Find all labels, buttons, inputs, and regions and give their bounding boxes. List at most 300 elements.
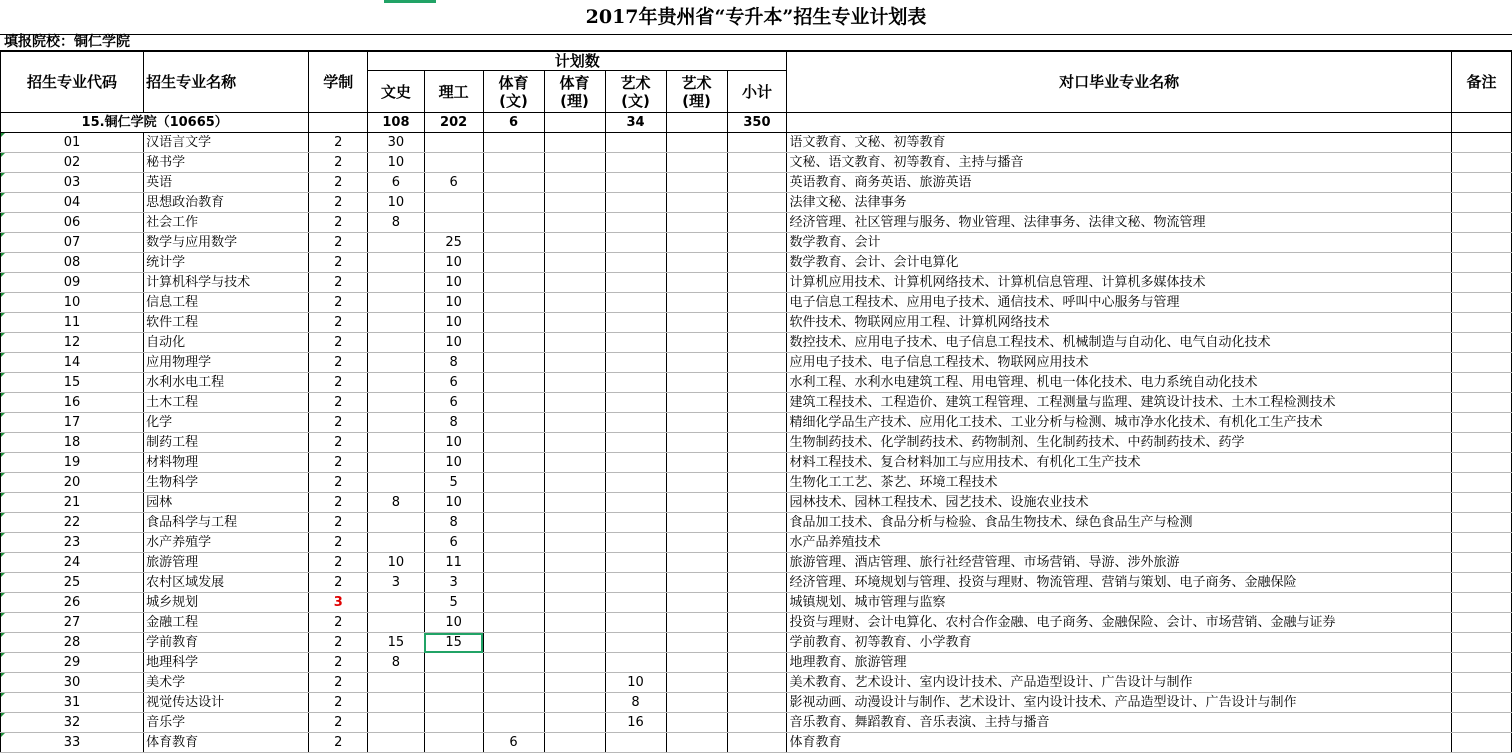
cell-subtotal[interactable] — [727, 573, 787, 593]
cell-years[interactable]: 2 — [309, 233, 368, 253]
cell-ligong[interactable] — [424, 193, 483, 213]
cell-years[interactable]: 2 — [309, 553, 368, 573]
cell-tiyu-wen[interactable] — [483, 373, 544, 393]
cell-wenshi[interactable] — [368, 453, 425, 473]
cell-yishu-li[interactable] — [666, 133, 727, 153]
cell-yishu-wen[interactable] — [605, 473, 666, 493]
cell-tiyu-wen[interactable] — [483, 233, 544, 253]
cell-remark[interactable] — [1451, 453, 1511, 473]
cell-name[interactable]: 地理科学 — [144, 653, 309, 673]
cell-years[interactable]: 3 — [309, 593, 368, 613]
cell-tiyu-wen[interactable] — [483, 173, 544, 193]
cell-wenshi[interactable]: 6 — [368, 173, 425, 193]
header-years[interactable]: 学制 — [309, 52, 368, 113]
cell-wenshi[interactable] — [368, 233, 425, 253]
cell-remark[interactable] — [1451, 153, 1511, 173]
cell-code[interactable]: 27 — [1, 613, 144, 633]
cell-subtotal[interactable] — [727, 673, 787, 693]
cell-ligong[interactable]: 8 — [424, 353, 483, 373]
cell-remark[interactable] — [1451, 733, 1511, 753]
cell-yishu-li[interactable] — [666, 713, 727, 733]
cell-yishu-wen[interactable] — [605, 333, 666, 353]
cell-yishu-li[interactable] — [666, 693, 727, 713]
cell-tiyu-wen[interactable] — [483, 653, 544, 673]
cell-yishu-li[interactable] — [666, 273, 727, 293]
cell-ligong[interactable] — [424, 673, 483, 693]
cell-tiyu-wen[interactable] — [483, 393, 544, 413]
cell-yishu-wen[interactable] — [605, 533, 666, 553]
cell-yishu-li[interactable] — [666, 373, 727, 393]
cell-yishu-li[interactable] — [666, 353, 727, 373]
cell-code[interactable]: 31 — [1, 693, 144, 713]
cell-yishu-wen[interactable] — [605, 513, 666, 533]
cell-code[interactable]: 14 — [1, 353, 144, 373]
cell-tiyu-li[interactable] — [544, 513, 605, 533]
cell-tiyu-wen[interactable] — [483, 213, 544, 233]
cell-name[interactable]: 思想政治教育 — [144, 193, 309, 213]
header-name[interactable]: 招生专业名称 — [144, 52, 309, 113]
cell-tiyu-wen[interactable] — [483, 133, 544, 153]
cell-tiyu-wen[interactable] — [483, 353, 544, 373]
cell-tiyu-li[interactable] — [544, 713, 605, 733]
cell-code[interactable]: 22 — [1, 513, 144, 533]
cell-tiyu-li[interactable] — [544, 693, 605, 713]
cell-ligong[interactable]: 10 — [424, 613, 483, 633]
cell-tiyu-wen[interactable] — [483, 313, 544, 333]
cell-tiyu-wen[interactable] — [483, 433, 544, 453]
cell-tiyu-wen[interactable] — [483, 333, 544, 353]
cell-subtotal[interactable] — [727, 713, 787, 733]
cell-yishu-wen[interactable] — [605, 233, 666, 253]
cell-name[interactable]: 金融工程 — [144, 613, 309, 633]
cell-code[interactable]: 29 — [1, 653, 144, 673]
cell-match[interactable]: 音乐教育、舞蹈教育、音乐表演、主持与播音 — [787, 713, 1452, 733]
cell-code[interactable]: 20 — [1, 473, 144, 493]
cell-yishu-wen[interactable] — [605, 733, 666, 753]
cell-wenshi[interactable] — [368, 693, 425, 713]
cell-match[interactable]: 食品加工技术、食品分析与检验、食品生物技术、绿色食品生产与检测 — [787, 513, 1452, 533]
cell-years[interactable]: 2 — [309, 313, 368, 333]
cell-tiyu-wen[interactable] — [483, 513, 544, 533]
cell-yishu-wen[interactable] — [605, 433, 666, 453]
cell-remark[interactable] — [1451, 673, 1511, 693]
cell-match[interactable]: 投资与理财、会计电算化、农村合作金融、电子商务、金融保险、会计、市场营销、金融与证券 — [787, 613, 1452, 633]
cell-tiyu-li[interactable] — [544, 433, 605, 453]
cell-yishu-wen[interactable] — [605, 573, 666, 593]
cell-code[interactable]: 11 — [1, 313, 144, 333]
cell-name[interactable]: 城乡规划 — [144, 593, 309, 613]
cell-remark[interactable] — [1451, 373, 1511, 393]
cell-yishu-wen[interactable] — [605, 373, 666, 393]
cell-wenshi[interactable]: 8 — [368, 213, 425, 233]
cell-name[interactable]: 学前教育 — [144, 633, 309, 653]
cell-yishu-wen[interactable] — [605, 253, 666, 273]
cell-ligong[interactable]: 11 — [424, 553, 483, 573]
cell-code[interactable]: 01 — [1, 133, 144, 153]
cell-yishu-li[interactable] — [666, 633, 727, 653]
cell-yishu-wen[interactable] — [605, 393, 666, 413]
cell-match[interactable]: 城镇规划、城市管理与监察 — [787, 593, 1452, 613]
cell-years[interactable]: 2 — [309, 153, 368, 173]
cell-code[interactable]: 06 — [1, 213, 144, 233]
cell-yishu-wen[interactable] — [605, 153, 666, 173]
cell-years[interactable]: 2 — [309, 373, 368, 393]
cell-code[interactable]: 09 — [1, 273, 144, 293]
cell-subtotal[interactable] — [727, 473, 787, 493]
cell-yishu-li[interactable] — [666, 573, 727, 593]
cell-match[interactable]: 材料工程技术、复合材料加工与应用技术、有机化工生产技术 — [787, 453, 1452, 473]
summary-subtotal[interactable]: 350 — [727, 113, 787, 133]
cell-remark[interactable] — [1451, 633, 1511, 653]
cell-tiyu-li[interactable] — [544, 613, 605, 633]
cell-ligong[interactable]: 6 — [424, 533, 483, 553]
cell-subtotal[interactable] — [727, 313, 787, 333]
cell-name[interactable]: 材料物理 — [144, 453, 309, 473]
cell-subtotal[interactable] — [727, 333, 787, 353]
cell-tiyu-wen[interactable] — [483, 613, 544, 633]
header-ligong[interactable]: 理工 — [424, 71, 483, 113]
cell-name[interactable]: 信息工程 — [144, 293, 309, 313]
cell-subtotal[interactable] — [727, 513, 787, 533]
cell-name[interactable]: 水产养殖学 — [144, 533, 309, 553]
cell-code[interactable]: 10 — [1, 293, 144, 313]
cell-match[interactable]: 经济管理、社区管理与服务、物业管理、法律事务、法律文秘、物流管理 — [787, 213, 1452, 233]
cell-remark[interactable] — [1451, 133, 1511, 153]
cell-tiyu-wen[interactable] — [483, 593, 544, 613]
cell-tiyu-li[interactable] — [544, 573, 605, 593]
cell-code[interactable]: 07 — [1, 233, 144, 253]
summary-remark[interactable] — [1451, 113, 1511, 133]
cell-match[interactable]: 计算机应用技术、计算机网络技术、计算机信息管理、计算机多媒体技术 — [787, 273, 1452, 293]
cell-ligong[interactable]: 15 — [424, 633, 483, 653]
cell-remark[interactable] — [1451, 233, 1511, 253]
cell-name[interactable]: 英语 — [144, 173, 309, 193]
cell-code[interactable]: 18 — [1, 433, 144, 453]
summary-tiyu-li[interactable] — [544, 113, 605, 133]
summary-match[interactable] — [787, 113, 1452, 133]
summary-yishu-wen[interactable]: 34 — [605, 113, 666, 133]
cell-name[interactable]: 生物科学 — [144, 473, 309, 493]
cell-wenshi[interactable]: 10 — [368, 153, 425, 173]
cell-remark[interactable] — [1451, 353, 1511, 373]
cell-code[interactable]: 16 — [1, 393, 144, 413]
cell-years[interactable]: 2 — [309, 213, 368, 233]
cell-yishu-li[interactable] — [666, 193, 727, 213]
cell-yishu-wen[interactable] — [605, 193, 666, 213]
cell-code[interactable]: 25 — [1, 573, 144, 593]
header-plan[interactable]: 计划数 — [368, 52, 787, 71]
cell-yishu-wen[interactable] — [605, 553, 666, 573]
cell-remark[interactable] — [1451, 333, 1511, 353]
cell-yishu-wen[interactable] — [605, 613, 666, 633]
cell-tiyu-li[interactable] — [544, 313, 605, 333]
cell-wenshi[interactable]: 8 — [368, 493, 425, 513]
cell-wenshi[interactable]: 10 — [368, 553, 425, 573]
cell-yishu-li[interactable] — [666, 393, 727, 413]
cell-remark[interactable] — [1451, 693, 1511, 713]
cell-years[interactable]: 2 — [309, 133, 368, 153]
cell-subtotal[interactable] — [727, 453, 787, 473]
cell-wenshi[interactable] — [368, 373, 425, 393]
cell-code[interactable]: 12 — [1, 333, 144, 353]
cell-match[interactable]: 影视动画、动漫设计与制作、艺术设计、室内设计技术、产品造型设计、广告设计与制作 — [787, 693, 1452, 713]
cell-wenshi[interactable]: 15 — [368, 633, 425, 653]
cell-yishu-wen[interactable] — [605, 633, 666, 653]
cell-wenshi[interactable] — [368, 513, 425, 533]
cell-yishu-li[interactable] — [666, 493, 727, 513]
summary-yishu-li[interactable] — [666, 113, 727, 133]
cell-subtotal[interactable] — [727, 133, 787, 153]
cell-ligong[interactable]: 10 — [424, 433, 483, 453]
cell-tiyu-wen[interactable]: 6 — [483, 733, 544, 753]
cell-tiyu-li[interactable] — [544, 193, 605, 213]
cell-tiyu-wen[interactable] — [483, 533, 544, 553]
cell-yishu-li[interactable] — [666, 313, 727, 333]
cell-yishu-li[interactable] — [666, 153, 727, 173]
cell-ligong[interactable]: 5 — [424, 473, 483, 493]
cell-match[interactable]: 建筑工程技术、工程造价、建筑工程管理、工程测量与监理、建筑设计技术、土木工程检测技术 — [787, 393, 1452, 413]
cell-yishu-li[interactable] — [666, 333, 727, 353]
header-match[interactable]: 对口毕业专业名称 — [787, 52, 1452, 113]
cell-wenshi[interactable] — [368, 273, 425, 293]
cell-years[interactable]: 2 — [309, 473, 368, 493]
cell-tiyu-wen[interactable] — [483, 673, 544, 693]
cell-wenshi[interactable] — [368, 713, 425, 733]
cell-name[interactable]: 秘书学 — [144, 153, 309, 173]
cell-ligong[interactable] — [424, 153, 483, 173]
cell-tiyu-li[interactable] — [544, 553, 605, 573]
cell-remark[interactable] — [1451, 513, 1511, 533]
cell-yishu-li[interactable] — [666, 173, 727, 193]
cell-name[interactable]: 农村区域发展 — [144, 573, 309, 593]
cell-tiyu-li[interactable] — [544, 293, 605, 313]
cell-match[interactable]: 生物化工工艺、茶艺、环境工程技术 — [787, 473, 1452, 493]
cell-yishu-li[interactable] — [666, 453, 727, 473]
cell-tiyu-wen[interactable] — [483, 293, 544, 313]
header-remark[interactable]: 备注 — [1451, 52, 1511, 113]
cell-subtotal[interactable] — [727, 353, 787, 373]
cell-wenshi[interactable]: 3 — [368, 573, 425, 593]
cell-remark[interactable] — [1451, 553, 1511, 573]
cell-years[interactable]: 2 — [309, 273, 368, 293]
cell-name[interactable]: 旅游管理 — [144, 553, 309, 573]
cell-subtotal[interactable] — [727, 633, 787, 653]
cell-ligong[interactable]: 10 — [424, 273, 483, 293]
cell-years[interactable]: 2 — [309, 573, 368, 593]
cell-code[interactable]: 21 — [1, 493, 144, 513]
cell-code[interactable]: 02 — [1, 153, 144, 173]
cell-yishu-wen[interactable]: 10 — [605, 673, 666, 693]
cell-yishu-wen[interactable] — [605, 353, 666, 373]
cell-tiyu-li[interactable] — [544, 673, 605, 693]
cell-yishu-wen[interactable]: 8 — [605, 693, 666, 713]
cell-yishu-li[interactable] — [666, 473, 727, 493]
cell-code[interactable]: 17 — [1, 413, 144, 433]
cell-name[interactable]: 食品科学与工程 — [144, 513, 309, 533]
cell-yishu-li[interactable] — [666, 253, 727, 273]
cell-years[interactable]: 2 — [309, 433, 368, 453]
summary-wenshi[interactable]: 108 — [368, 113, 425, 133]
cell-yishu-li[interactable] — [666, 673, 727, 693]
cell-subtotal[interactable] — [727, 213, 787, 233]
cell-name[interactable]: 园林 — [144, 493, 309, 513]
cell-yishu-li[interactable] — [666, 653, 727, 673]
summary-ligong[interactable]: 202 — [424, 113, 483, 133]
cell-yishu-li[interactable] — [666, 553, 727, 573]
cell-code[interactable]: 24 — [1, 553, 144, 573]
cell-yishu-wen[interactable] — [605, 313, 666, 333]
cell-tiyu-li[interactable] — [544, 533, 605, 553]
cell-yishu-li[interactable] — [666, 733, 727, 753]
cell-subtotal[interactable] — [727, 693, 787, 713]
cell-ligong[interactable]: 5 — [424, 593, 483, 613]
cell-yishu-wen[interactable] — [605, 293, 666, 313]
cell-tiyu-li[interactable] — [544, 353, 605, 373]
cell-ligong[interactable]: 10 — [424, 493, 483, 513]
header-tiyu-wen[interactable]: 体育 (文) — [483, 71, 544, 113]
cell-tiyu-li[interactable] — [544, 233, 605, 253]
cell-code[interactable]: 23 — [1, 533, 144, 553]
cell-match[interactable]: 文秘、语文教育、初等教育、主持与播音 — [787, 153, 1452, 173]
cell-match[interactable]: 地理教育、旅游管理 — [787, 653, 1452, 673]
cell-ligong[interactable]: 6 — [424, 373, 483, 393]
cell-name[interactable]: 社会工作 — [144, 213, 309, 233]
cell-match[interactable]: 精细化学品生产技术、应用化工技术、工业分析与检测、城市净水化技术、有机化工生产技术 — [787, 413, 1452, 433]
header-yishu-wen[interactable]: 艺术 (文) — [605, 71, 666, 113]
cell-ligong[interactable]: 6 — [424, 173, 483, 193]
cell-match[interactable]: 数学教育、会计、会计电算化 — [787, 253, 1452, 273]
cell-match[interactable]: 生物制药技术、化学制药技术、药物制剂、生化制药技术、中药制药技术、药学 — [787, 433, 1452, 453]
cell-years[interactable]: 2 — [309, 353, 368, 373]
cell-tiyu-wen[interactable] — [483, 633, 544, 653]
cell-name[interactable]: 计算机科学与技术 — [144, 273, 309, 293]
cell-name[interactable]: 视觉传达设计 — [144, 693, 309, 713]
cell-name[interactable]: 音乐学 — [144, 713, 309, 733]
cell-years[interactable]: 2 — [309, 293, 368, 313]
cell-subtotal[interactable] — [727, 253, 787, 273]
cell-yishu-li[interactable] — [666, 233, 727, 253]
cell-name[interactable]: 制药工程 — [144, 433, 309, 453]
header-yishu-li[interactable]: 艺术 (理) — [666, 71, 727, 113]
cell-name[interactable]: 美术学 — [144, 673, 309, 693]
cell-tiyu-li[interactable] — [544, 593, 605, 613]
cell-wenshi[interactable] — [368, 733, 425, 753]
header-tiyu-li[interactable]: 体育 (理) — [544, 71, 605, 113]
cell-code[interactable]: 33 — [1, 733, 144, 753]
cell-ligong[interactable]: 10 — [424, 453, 483, 473]
cell-remark[interactable] — [1451, 533, 1511, 553]
cell-subtotal[interactable] — [727, 653, 787, 673]
summary-tiyu-wen[interactable]: 6 — [483, 113, 544, 133]
cell-subtotal[interactable] — [727, 153, 787, 173]
cell-match[interactable]: 水产品养殖技术 — [787, 533, 1452, 553]
cell-match[interactable]: 水利工程、水利水电建筑工程、用电管理、机电一体化技术、电力系统自动化技术 — [787, 373, 1452, 393]
cell-yishu-wen[interactable] — [605, 413, 666, 433]
cell-yishu-li[interactable] — [666, 213, 727, 233]
cell-remark[interactable] — [1451, 193, 1511, 213]
cell-remark[interactable] — [1451, 713, 1511, 733]
cell-tiyu-li[interactable] — [544, 393, 605, 413]
cell-match[interactable]: 旅游管理、酒店管理、旅行社经营管理、市场营销、导游、涉外旅游 — [787, 553, 1452, 573]
cell-years[interactable]: 2 — [309, 513, 368, 533]
cell-years[interactable]: 2 — [309, 453, 368, 473]
cell-remark[interactable] — [1451, 653, 1511, 673]
cell-tiyu-li[interactable] — [544, 273, 605, 293]
cell-ligong[interactable] — [424, 213, 483, 233]
cell-years[interactable]: 2 — [309, 613, 368, 633]
cell-years[interactable]: 2 — [309, 173, 368, 193]
cell-remark[interactable] — [1451, 593, 1511, 613]
cell-tiyu-wen[interactable] — [483, 413, 544, 433]
cell-wenshi[interactable] — [368, 413, 425, 433]
cell-years[interactable]: 2 — [309, 413, 368, 433]
cell-remark[interactable] — [1451, 213, 1511, 233]
cell-years[interactable]: 2 — [309, 633, 368, 653]
cell-ligong[interactable] — [424, 693, 483, 713]
cell-name[interactable]: 体育教育 — [144, 733, 309, 753]
cell-tiyu-li[interactable] — [544, 213, 605, 233]
cell-yishu-wen[interactable] — [605, 133, 666, 153]
cell-tiyu-li[interactable] — [544, 733, 605, 753]
cell-yishu-li[interactable] — [666, 613, 727, 633]
cell-ligong[interactable]: 3 — [424, 573, 483, 593]
cell-years[interactable]: 2 — [309, 533, 368, 553]
cell-years[interactable]: 2 — [309, 493, 368, 513]
cell-years[interactable]: 2 — [309, 693, 368, 713]
cell-ligong[interactable]: 10 — [424, 253, 483, 273]
cell-name[interactable]: 数学与应用数学 — [144, 233, 309, 253]
cell-yishu-wen[interactable] — [605, 593, 666, 613]
cell-ligong[interactable] — [424, 733, 483, 753]
cell-code[interactable]: 26 — [1, 593, 144, 613]
cell-tiyu-wen[interactable] — [483, 153, 544, 173]
cell-tiyu-li[interactable] — [544, 373, 605, 393]
summary-label[interactable]: 15.铜仁学院（10665） — [1, 113, 309, 133]
cell-tiyu-wen[interactable] — [483, 273, 544, 293]
cell-subtotal[interactable] — [727, 553, 787, 573]
cell-name[interactable]: 土木工程 — [144, 393, 309, 413]
cell-tiyu-wen[interactable] — [483, 553, 544, 573]
cell-yishu-wen[interactable] — [605, 653, 666, 673]
cell-tiyu-li[interactable] — [544, 453, 605, 473]
cell-ligong[interactable]: 8 — [424, 413, 483, 433]
cell-years[interactable]: 2 — [309, 333, 368, 353]
cell-wenshi[interactable] — [368, 473, 425, 493]
cell-match[interactable]: 园林技术、园林工程技术、园艺技术、设施农业技术 — [787, 493, 1452, 513]
cell-match[interactable]: 电子信息工程技术、应用电子技术、通信技术、呼叫中心服务与管理 — [787, 293, 1452, 313]
cell-years[interactable]: 2 — [309, 393, 368, 413]
cell-remark[interactable] — [1451, 393, 1511, 413]
cell-wenshi[interactable]: 8 — [368, 653, 425, 673]
cell-ligong[interactable]: 25 — [424, 233, 483, 253]
cell-wenshi[interactable] — [368, 613, 425, 633]
cell-code[interactable]: 30 — [1, 673, 144, 693]
cell-tiyu-wen[interactable] — [483, 453, 544, 473]
cell-yishu-li[interactable] — [666, 433, 727, 453]
cell-subtotal[interactable] — [727, 593, 787, 613]
cell-wenshi[interactable] — [368, 253, 425, 273]
cell-wenshi[interactable] — [368, 293, 425, 313]
cell-years[interactable]: 2 — [309, 673, 368, 693]
cell-tiyu-li[interactable] — [544, 493, 605, 513]
cell-subtotal[interactable] — [727, 373, 787, 393]
cell-yishu-li[interactable] — [666, 293, 727, 313]
cell-subtotal[interactable] — [727, 433, 787, 453]
cell-wenshi[interactable] — [368, 533, 425, 553]
cell-name[interactable]: 化学 — [144, 413, 309, 433]
cell-name[interactable]: 汉语言文学 — [144, 133, 309, 153]
cell-name[interactable]: 水利水电工程 — [144, 373, 309, 393]
